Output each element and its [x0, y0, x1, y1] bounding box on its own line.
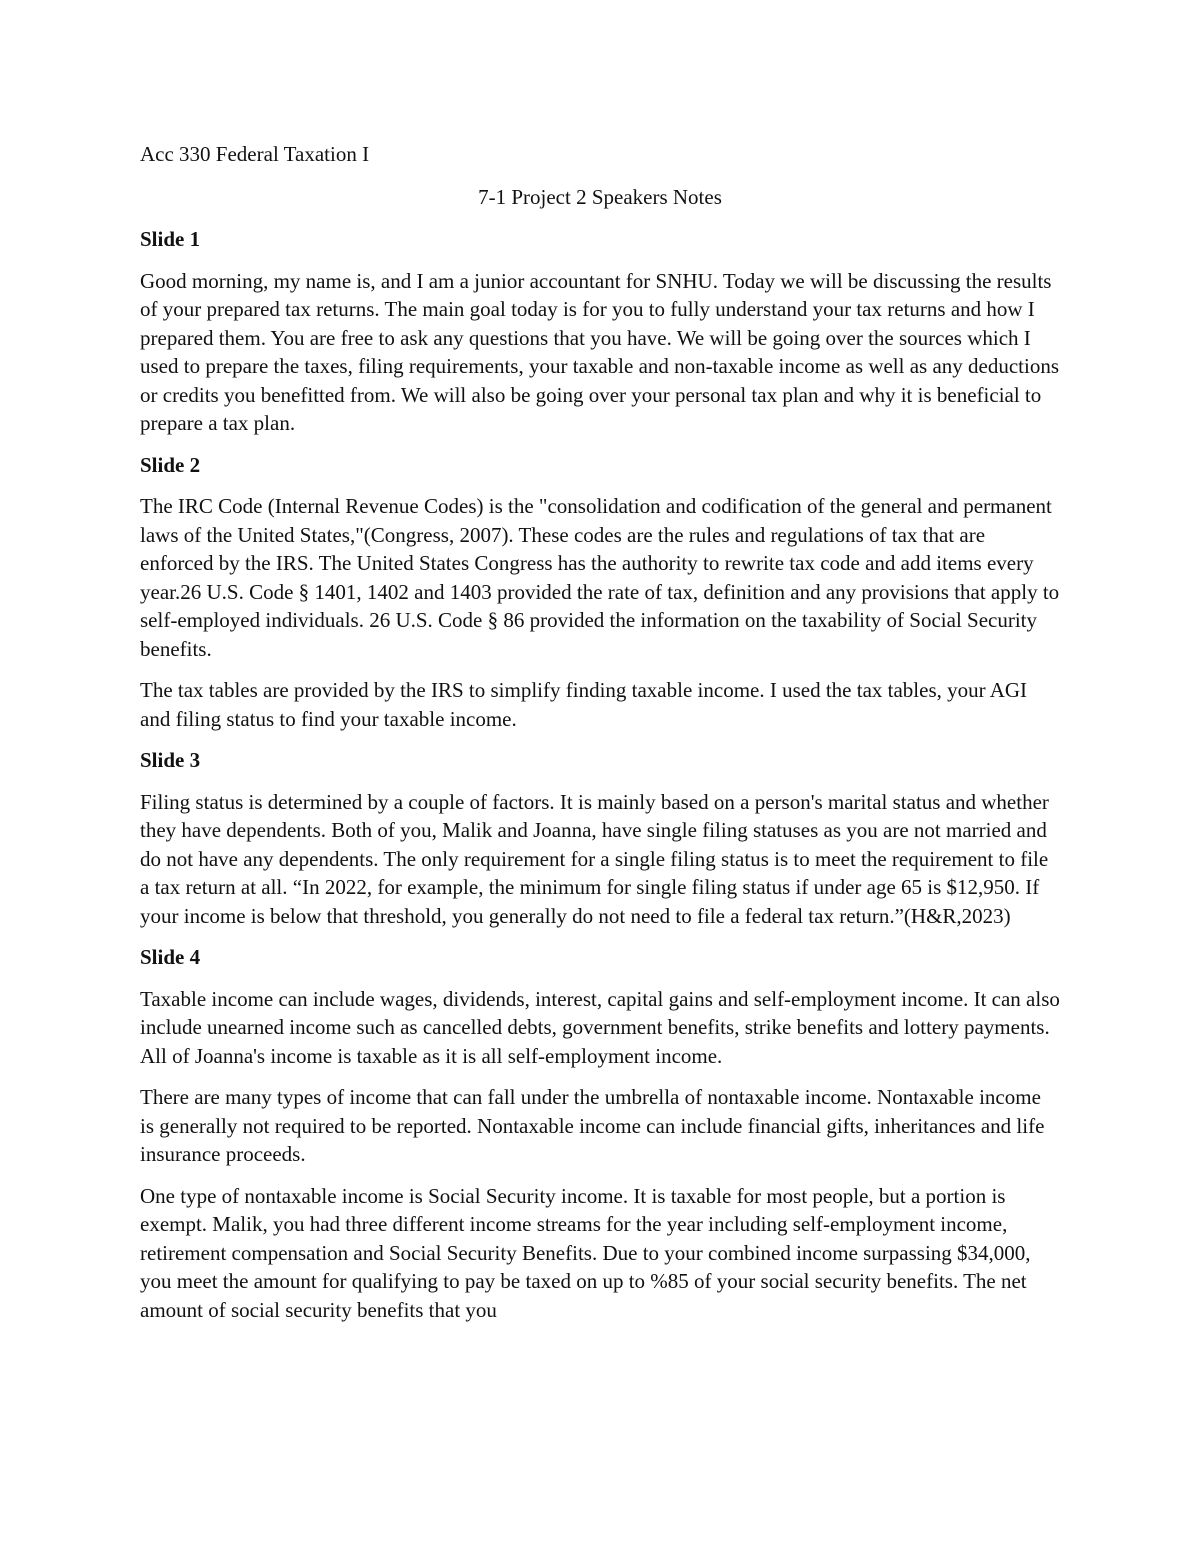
section-slide-2	[140, 451, 1060, 734]
paragraph: Taxable income can include wages, dividends, interest, capital gains and self-employment income. It can also include unearned income such as cancelled debts, government benefits, strike benefits and lottery payments. All of Joanna's income is taxable as it is all self-employment income.	[140, 986, 1060, 1068]
course-title: Acc 330 Federal Taxation I	[140, 142, 370, 166]
paragraph: The tax tables are provided by the IRS to simplify finding taxable income. I used the tax tables, your AGI and filing status to find your taxable income.	[140, 678, 1028, 731]
section-slide-3	[140, 746, 1060, 930]
document-title: 7-1 Project 2 Speakers Notes	[478, 184, 722, 209]
paragraph: Filing status is determined by a couple of factors. It is mainly based on a person's marital status and whether they have dependents. Both of you, Malik and Joanna, have single filing statuses as you are not married and do not have any dependents. The only requirement for a single filing status is to meet the requirement to file a tax return at all. “In 2022, for example, the minimum for single filing status if under age 65 is $12,950. If your income is below that threshold, you generally do not need to file a federal tax return.”(H&R,2023)	[140, 789, 1049, 928]
document-page	[140, 140, 1060, 1337]
paragraph: Good morning, my name is, and I am a junior accountant for SNHU. Today we will be discussing the results of your prepared tax returns. The main goal today is for you to fully understand your tax returns and how I prepared them. You are free to ask any questions that you have. We will be going over the sources which I used to prepare the taxes, filing requirements, your taxable and non-taxable income as well as any deductions or credits you benefitted from. We will also be going over your personal tax plan and why it is beneficial to prepare a tax plan.	[140, 268, 1060, 435]
section-slide-1	[140, 225, 1060, 438]
paragraph: The IRC Code (Internal Revenue Codes) is the "consolidation and codification of the general and permanent laws of the United States,"(Congress, 2007). These codes are the rules and regulations of tax that are enforced by the IRS. The United States Congress has the authority to rewrite tax code and add items every year.26 U.S. Code § 1401, 1402 and 1403 provided the rate of tax, definition and any provisions that apply to self-employed individuals. 26 U.S. Code § 86 provided the information on the taxability of Social Security benefits.	[140, 494, 1060, 661]
paragraph: There are many types of income that can fall under the umbrella of nontaxable income. Nontaxable income is generally not required to be reported. Nontaxable income can include financial gifts, inheritances and life insurance proceeds.	[140, 1085, 1045, 1166]
slide-heading: Slide 2	[140, 452, 201, 477]
slide-heading: Slide 4	[140, 945, 201, 969]
section-slide-4	[140, 943, 1060, 1324]
slide-heading: Slide 1	[140, 227, 201, 251]
slide-heading: Slide 3	[140, 748, 201, 772]
paragraph: One type of nontaxable income is Social Security income. It is taxable for most people, but a portion is exempt. Malik, you had three different income streams for the year including self-employment income, retirement compensation and Social Security Benefits. Due to your combined income surpassing $34,000, you meet the amount for qualifying to pay be taxed on up to %85 of your social security benefits. The net amount of social security benefits that you	[140, 1183, 1031, 1322]
